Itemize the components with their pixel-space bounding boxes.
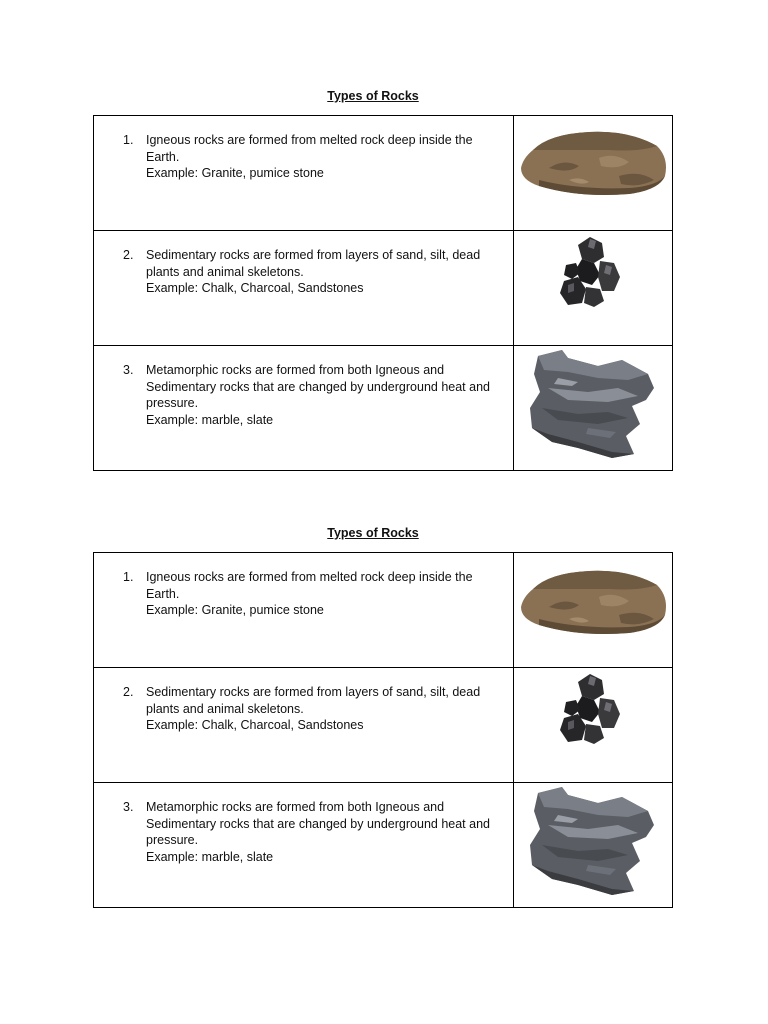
rock-description: Igneous rocks are formed from melted rock deep inside the Earth.	[146, 133, 473, 164]
image-cell	[514, 783, 672, 907]
rock-example: Example: marble, slate	[146, 412, 274, 427]
rock-example: Example: Granite, pumice stone	[146, 166, 324, 180]
list-number: 1.	[123, 133, 134, 147]
table-row	[94, 783, 672, 907]
description-cell	[94, 553, 514, 667]
image-cell	[514, 231, 672, 345]
description-cell	[94, 668, 514, 782]
igneous-rock-image	[519, 128, 669, 198]
rock-description: Metamorphic rocks are formed from both Igneous and Sedimentary rocks that are changed by underground heat and pressure.	[146, 800, 490, 847]
image-cell	[514, 346, 672, 470]
rock-description: Igneous rocks are formed from melted rock deep inside the Earth.	[146, 570, 473, 601]
rock-example: Example: marble, slate	[146, 849, 274, 864]
igneous-rock-image	[519, 567, 669, 637]
description-cell	[94, 231, 514, 345]
table-row	[94, 231, 672, 346]
image-cell	[514, 116, 672, 230]
table-row	[94, 346, 672, 470]
rock-description: Sedimentary rocks are formed from layers of sand, silt, dead plants and animal skeletons.	[146, 685, 481, 716]
table-row	[94, 116, 672, 231]
rock-example: Example: Chalk, Charcoal, Sandstones	[146, 718, 364, 732]
list-number: 1.	[123, 570, 134, 584]
list-number: 2.	[123, 248, 134, 262]
rock-description: Sedimentary rocks are formed from layers of sand, silt, dead plants and animal skeletons.	[146, 248, 481, 279]
section-title: Types of Rocks	[327, 89, 419, 103]
rock-description: Metamorphic rocks are formed from both Igneous and Sedimentary rocks that are changed by underground heat and pressure.	[146, 363, 490, 410]
list-number: 3.	[123, 363, 134, 377]
rock-types-table	[93, 115, 673, 471]
metamorphic-rock-image	[528, 348, 660, 460]
rock-types-table	[93, 552, 673, 908]
section-title: Types of Rocks	[327, 526, 419, 540]
table-row	[94, 553, 672, 668]
rock-example: Example: Granite, pumice stone	[146, 603, 324, 617]
image-cell	[514, 668, 672, 782]
description-cell	[94, 783, 514, 907]
rock-example: Example: Chalk, Charcoal, Sandstones	[146, 281, 364, 295]
image-cell	[514, 553, 672, 667]
description-cell	[94, 116, 514, 230]
list-number: 3.	[123, 800, 134, 814]
table-row	[94, 668, 672, 783]
sedimentary-rock-image	[556, 235, 626, 311]
metamorphic-rock-image	[528, 785, 660, 897]
sedimentary-rock-image	[556, 672, 626, 748]
list-number: 2.	[123, 685, 134, 699]
rock-types-section-2	[93, 524, 675, 864]
description-cell	[94, 346, 514, 470]
rock-types-section-1	[93, 87, 675, 427]
